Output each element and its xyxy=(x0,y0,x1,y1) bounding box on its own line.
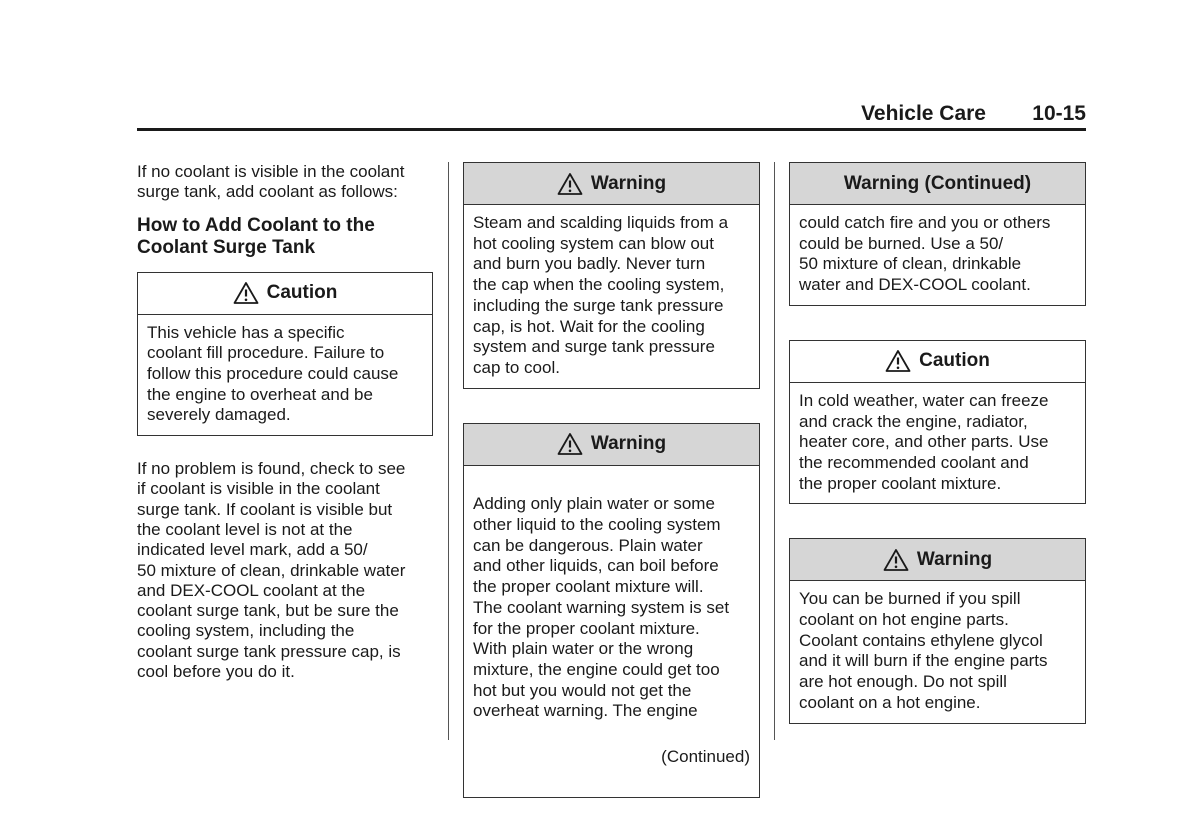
warning-title: Warning xyxy=(916,548,993,570)
warning-box xyxy=(463,423,760,799)
header-rule xyxy=(137,128,1086,131)
warning-header xyxy=(790,539,1085,581)
warning-continued-box xyxy=(789,162,1086,306)
caution-title: Caution xyxy=(266,282,338,304)
body-paragraph: If no problem is found, check to see if coolant is visible in the coolant surge tank. If coolant is visible but the coolant level is not at the indicated level mark, add a 50/ 50 mixture of clean, drinkable water and DEX-COOL coolant at the coolant surge tank, but be sure the cooling system, including the coolant surge tank pressure cap, is cool before you do it. xyxy=(137,459,406,682)
warning-title: Warning xyxy=(590,172,667,194)
warning-title: Warning xyxy=(590,433,667,455)
warning-header xyxy=(790,163,1085,205)
column-2 xyxy=(463,162,760,798)
column-1 xyxy=(137,162,433,682)
warning-triangle-icon xyxy=(885,349,911,373)
continued-label: (Continued) xyxy=(661,746,750,766)
page-number: 10-15 xyxy=(1032,102,1086,125)
warning-body: could catch fire and you or others could be burned. Use a 50/ 50 mixture of clean, drinkable water and DEX-COOL coolant. xyxy=(799,213,1051,295)
warning-continued-title: Warning (Continued) xyxy=(843,172,1032,194)
warning-body: Steam and scalding liquids from a hot cooling system can blow out and burn you badly. Never turn the cap when the cooling system, including the surge tank pressure cap, is hot. Wait for the cooling system and surge tank pressure cap to cool. xyxy=(473,213,729,377)
page-header xyxy=(137,100,1086,130)
caution-box xyxy=(789,340,1086,505)
caution-box xyxy=(137,272,433,437)
warning-triangle-icon xyxy=(557,432,583,456)
warning-header xyxy=(464,163,759,205)
column-divider xyxy=(774,162,775,740)
warning-header xyxy=(464,424,759,466)
warning-body xyxy=(464,466,759,798)
subheading: How to Add Coolant to the Coolant Surge Tank xyxy=(137,214,375,258)
section-title: Vehicle Care xyxy=(861,102,986,125)
column-3 xyxy=(789,162,1086,724)
intro-paragraph: If no coolant is visible in the coolant surge tank, add coolant as follows: xyxy=(137,162,405,202)
caution-header xyxy=(138,273,432,315)
caution-header xyxy=(790,341,1085,383)
warning-triangle-icon xyxy=(233,281,259,305)
warning-box xyxy=(463,162,760,389)
warning-body: You can be burned if you spill coolant on hot engine parts. Coolant contains ethylene glycol and it will burn if the engine parts are hot enough. Do not spill coolant on a hot engine. xyxy=(799,589,1048,712)
caution-title: Caution xyxy=(919,350,990,372)
warning-text: Adding only plain water or some other liquid to the cooling system can be dangerous. Plain water and other liquids, can boil before the proper coolant mixture will. The coolant warning system is set for the proper coolant mixture. With plain water or the wrong mixture, the engine could get too hot but you would not get the overheat warning. The engine xyxy=(473,494,730,721)
warning-triangle-icon xyxy=(883,548,909,572)
column-divider xyxy=(448,162,449,740)
caution-body: This vehicle has a specific coolant fill procedure. Failure to follow this procedure could cause the engine to overheat and be severely damaged. xyxy=(147,322,399,425)
warning-box xyxy=(789,538,1086,723)
warning-triangle-icon xyxy=(557,172,583,196)
caution-body: In cold weather, water can freeze and crack the engine, radiator, heater core, and other parts. Use the recommended coolant and the proper coolant mixture. xyxy=(799,390,1049,493)
